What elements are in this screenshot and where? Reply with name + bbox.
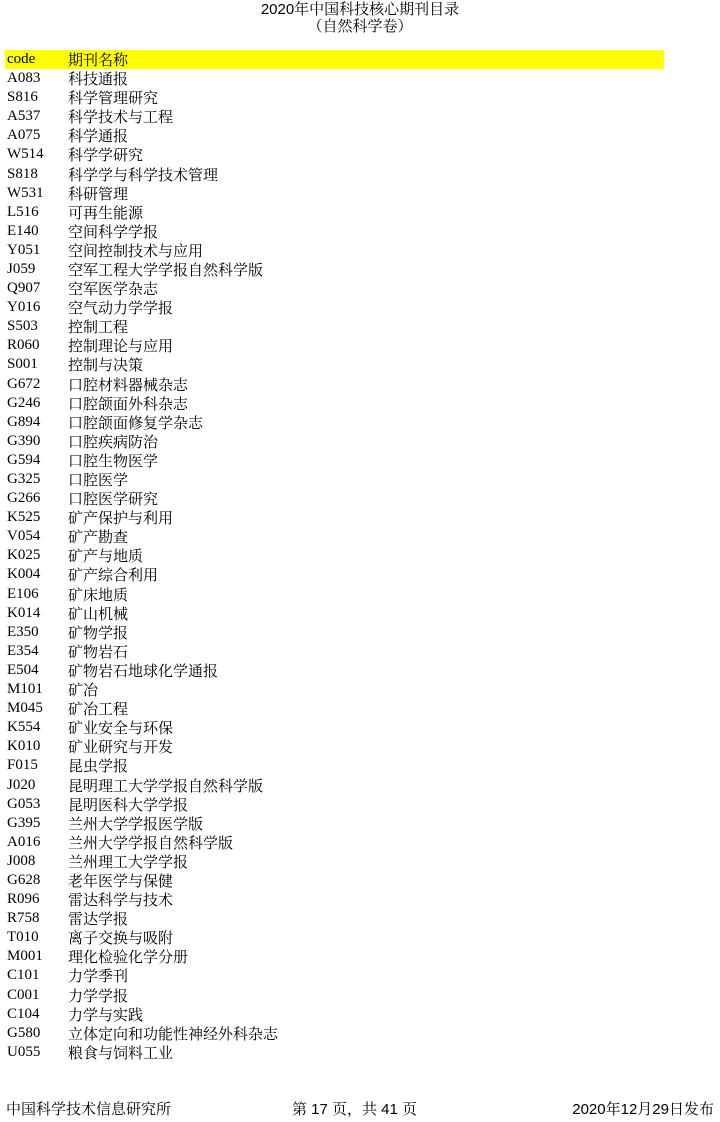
journal-name: 科技通报	[68, 72, 129, 89]
journal-name: 空气动力学学报	[68, 301, 174, 318]
page-title: 2020年中国科技核心期刊目录	[260, 1, 460, 18]
table-row	[5, 1043, 664, 1062]
table-row	[5, 298, 664, 317]
journal-name: 昆明医科大学学报	[68, 797, 189, 814]
journal-name: 粮食与饲料工业	[68, 1045, 174, 1062]
table-row	[5, 928, 664, 947]
table-row	[5, 527, 664, 546]
table-row	[5, 164, 664, 183]
journal-code: G594	[7, 451, 41, 468]
table-row	[5, 565, 664, 584]
table-row	[5, 88, 664, 107]
table-row	[5, 1005, 664, 1024]
column-header-name: 期刊名称	[68, 53, 129, 69]
journal-name: 矿物岩石	[68, 644, 129, 661]
journal-name: 矿床地质	[68, 587, 129, 604]
table-row	[5, 947, 664, 966]
journal-name: 立体定向和功能性神经外科杂志	[68, 1026, 279, 1043]
table-row	[5, 737, 664, 756]
table-row	[5, 203, 664, 222]
journal-code: A016	[7, 833, 41, 850]
journal-code: G395	[7, 814, 41, 831]
table-row	[5, 871, 664, 890]
journal-name: 空间科学学报	[68, 224, 159, 241]
journal-code: C101	[7, 967, 40, 984]
journal-name: 矿物岩石地球化学通报	[68, 663, 219, 680]
journal-name: 昆虫学报	[68, 759, 129, 776]
footer-publisher: 中国科学技术信息研究所	[6, 1101, 172, 1118]
journal-code: R758	[7, 910, 40, 927]
journal-code: U055	[7, 1043, 41, 1060]
journal-code: K004	[7, 566, 41, 583]
journal-name: 矿产综合利用	[68, 568, 159, 585]
journal-name: 可再生能源	[68, 205, 144, 222]
journal-code: V054	[7, 528, 41, 545]
table-row	[5, 604, 664, 623]
journal-code: S001	[7, 356, 38, 373]
table-row	[5, 852, 664, 871]
table-row	[5, 1024, 664, 1043]
journal-name: 雷达学报	[68, 912, 129, 929]
journal-name: 科学技术与工程	[68, 110, 174, 127]
journal-code: C001	[7, 986, 40, 1003]
journal-name: 矿产保护与利用	[68, 511, 174, 528]
journal-code: K554	[7, 719, 41, 736]
journal-name: 矿山机械	[68, 606, 129, 623]
table-row	[5, 260, 664, 279]
table-row	[5, 184, 664, 203]
table-row	[5, 814, 664, 833]
journal-code: J020	[7, 776, 36, 793]
journal-name: 矿物学报	[68, 625, 129, 642]
footer-page-number: 第 17 页，共 41 页	[292, 1101, 418, 1118]
journal-code: T010	[7, 929, 39, 946]
journal-code: M045	[7, 700, 43, 717]
journal-name: 控制工程	[68, 320, 129, 337]
journal-name: 矿冶	[68, 683, 99, 700]
journal-name: 矿业研究与开发	[68, 740, 174, 757]
journal-code: J059	[7, 260, 36, 277]
table-row	[5, 642, 664, 661]
journal-code: M001	[7, 948, 43, 965]
table-row	[5, 699, 664, 718]
table-row	[5, 718, 664, 737]
journal-code: A537	[7, 108, 41, 125]
table-row	[5, 756, 664, 775]
journal-code: K525	[7, 509, 41, 526]
journal-name: 控制与决策	[68, 358, 144, 375]
table-row	[5, 966, 664, 985]
table-row	[5, 986, 664, 1005]
journal-code: W514	[7, 146, 44, 163]
journal-name: 控制理论与应用	[68, 339, 174, 356]
journal-name: 科学学研究	[68, 148, 144, 165]
table-row	[5, 585, 664, 604]
journal-code: K010	[7, 738, 41, 755]
table-row	[5, 279, 664, 298]
journal-code: G894	[7, 413, 41, 430]
journal-name: 兰州大学学报自然科学版	[68, 835, 234, 852]
journal-name: 口腔医学	[68, 473, 129, 490]
journal-code: G672	[7, 375, 41, 392]
table-row	[5, 775, 664, 794]
journal-name: 空军工程大学学报自然科学版	[68, 262, 264, 279]
footer-date: 2020年12月29日发布	[572, 1101, 714, 1118]
journal-name: 矿业安全与环保	[68, 721, 174, 738]
journal-name: 离子交换与吸附	[68, 931, 174, 948]
journal-code: L516	[7, 203, 39, 220]
journal-name: 口腔疾病防治	[68, 434, 159, 451]
table-row	[5, 909, 664, 928]
table-row	[5, 145, 664, 164]
journal-name: 昆明理工大学学报自然科学版	[68, 778, 264, 795]
journal-name: 口腔医学研究	[68, 492, 159, 509]
journal-name: 空间控制技术与应用	[68, 243, 204, 260]
table-row	[5, 680, 664, 699]
journal-code: E354	[7, 642, 39, 659]
journal-code: E106	[7, 585, 39, 602]
journal-name: 口腔颌面修复学杂志	[68, 415, 204, 432]
table-row	[5, 623, 664, 642]
journal-table	[5, 50, 664, 1062]
table-body	[5, 69, 664, 1062]
journal-code: J008	[7, 852, 36, 869]
journal-name: 力学学报	[68, 988, 129, 1005]
table-row	[5, 451, 664, 470]
journal-code: K025	[7, 547, 41, 564]
journal-name: 矿产与地质	[68, 549, 144, 566]
table-row	[5, 355, 664, 374]
journal-code: E140	[7, 222, 39, 239]
journal-code: S816	[7, 89, 38, 106]
journal-code: W531	[7, 184, 44, 201]
journal-code: R096	[7, 891, 40, 908]
journal-code: G053	[7, 795, 41, 812]
journal-name: 兰州理工大学学报	[68, 854, 189, 871]
journal-name: 科研管理	[68, 186, 129, 203]
column-header-code: code	[7, 51, 36, 67]
table-row	[5, 508, 664, 527]
journal-name: 兰州大学学报医学版	[68, 816, 204, 833]
journal-code: E504	[7, 661, 39, 678]
journal-code: Y051	[7, 241, 41, 258]
table-row	[5, 69, 664, 88]
journal-code: Y016	[7, 299, 41, 316]
page-subtitle: （自然科学卷）	[307, 18, 413, 35]
journal-name: 雷达科学与技术	[68, 893, 174, 910]
table-row	[5, 470, 664, 489]
table-row	[5, 107, 664, 126]
table-row	[5, 546, 664, 565]
journal-name: 科学管理研究	[68, 91, 159, 108]
journal-code: G246	[7, 394, 41, 411]
journal-code: S818	[7, 165, 38, 182]
journal-code: G628	[7, 871, 41, 888]
journal-code: M101	[7, 681, 43, 698]
table-row	[5, 795, 664, 814]
table-row	[5, 432, 664, 451]
table-header-row	[5, 50, 664, 69]
journal-name: 口腔材料器械杂志	[68, 377, 189, 394]
journal-code: G325	[7, 471, 41, 488]
journal-name: 科学通报	[68, 129, 129, 146]
journal-name: 矿冶工程	[68, 702, 129, 719]
journal-code: G266	[7, 490, 41, 507]
journal-code: A075	[7, 127, 41, 144]
journal-name: 力学季刊	[68, 969, 129, 986]
table-row	[5, 833, 664, 852]
table-row	[5, 661, 664, 680]
journal-name: 理化检验化学分册	[68, 950, 189, 967]
journal-code: K014	[7, 604, 41, 621]
journal-name: 老年医学与保健	[68, 873, 174, 890]
journal-code: A083	[7, 70, 41, 87]
table-row	[5, 413, 664, 432]
journal-code: G390	[7, 432, 41, 449]
table-row	[5, 126, 664, 145]
table-row	[5, 336, 664, 355]
journal-code: C104	[7, 1005, 40, 1022]
journal-code: Q907	[7, 280, 41, 297]
table-row	[5, 317, 664, 336]
table-row	[5, 222, 664, 241]
journal-code: E350	[7, 623, 39, 640]
journal-code: S503	[7, 318, 38, 335]
journal-name: 口腔生物医学	[68, 453, 159, 470]
journal-code: G580	[7, 1024, 41, 1041]
table-row	[5, 890, 664, 909]
journal-name: 矿产勘查	[68, 530, 129, 547]
journal-name: 力学与实践	[68, 1007, 144, 1024]
table-row	[5, 394, 664, 413]
journal-name: 空军医学杂志	[68, 282, 159, 299]
journal-code: R060	[7, 337, 40, 354]
journal-code: F015	[7, 757, 38, 774]
table-row	[5, 489, 664, 508]
table-row	[5, 375, 664, 394]
journal-name: 科学学与科学技术管理	[68, 167, 219, 184]
table-row	[5, 241, 664, 260]
journal-name: 口腔颌面外科杂志	[68, 396, 189, 413]
